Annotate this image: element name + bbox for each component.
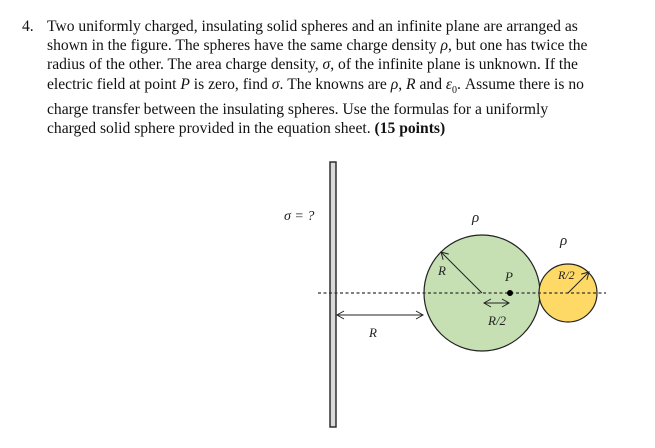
symbol-p: P <box>180 75 190 93</box>
distance-label: R <box>369 325 377 340</box>
large-sphere-rho-label: ρ <box>472 210 480 226</box>
text-segment: . The knowns are <box>279 75 391 93</box>
subscript-zero: 0 <box>452 84 458 96</box>
point-p <box>507 290 513 296</box>
text-segment: is zero, find <box>189 75 272 93</box>
large-radius-label: R <box>438 263 446 278</box>
text-segment: , <box>398 75 407 93</box>
text-segment: radius of the other. The area charge density, <box>47 56 323 74</box>
symbol-rho: ρ <box>440 37 448 55</box>
text-segment: charge transfer between the insulating spheres. Use the formulas for a uniformly <box>47 100 549 118</box>
small-sphere-rho-label: ρ <box>560 233 568 249</box>
offset-label: R/2 <box>488 313 507 328</box>
problem-number: 4. <box>22 18 34 35</box>
small-radius-label: R/2 <box>558 268 575 282</box>
text-segment: shown in the figure. The spheres have the same charge density <box>47 37 441 55</box>
text-segment: charged solid sphere provided in the equation sheet. <box>47 120 375 138</box>
text-segment: . Assume there is no <box>457 75 584 93</box>
point-p-label: P <box>505 269 513 284</box>
plane-sigma-label: σ = ? <box>284 209 315 224</box>
text-segment: , of the infinite plane is unknown. If the <box>330 56 578 74</box>
points-label: (15 points) <box>374 120 446 138</box>
symbol-rho: ρ <box>390 75 399 93</box>
infinite-plane <box>330 162 336 427</box>
symbol-sigma: σ <box>322 56 331 74</box>
text-segment: , but one has twice the <box>447 37 588 55</box>
text-segment: and <box>415 75 446 93</box>
symbol-sigma: σ <box>271 75 280 93</box>
text-segment: electric field at point <box>47 75 181 93</box>
symbol-epsilon: ε <box>445 75 453 93</box>
symbol-r: R <box>406 75 416 93</box>
text-segment: Two uniformly charged, insulating solid spheres and an infinite plane are arranged as <box>47 18 578 35</box>
